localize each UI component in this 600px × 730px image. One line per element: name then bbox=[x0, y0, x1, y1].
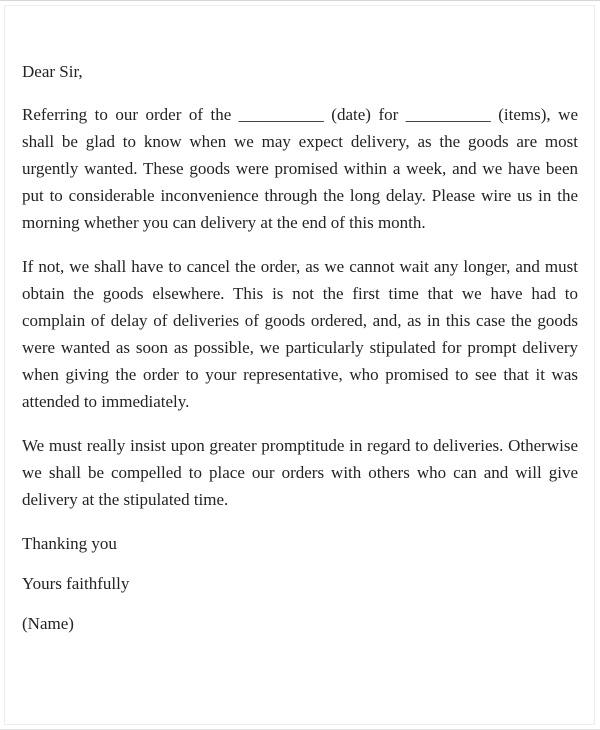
closing-name-placeholder: (Name) bbox=[22, 614, 74, 633]
closing-thanking: Thanking you bbox=[22, 534, 117, 553]
salutation: Dear Sir, bbox=[22, 62, 83, 81]
letter-body bbox=[22, 58, 578, 650]
paragraph-promptitude-demand: We must really insist upon greater promptitude in regard to deliveries. Otherwise we shall be compelled to place our orders with others who can and will give delivery at the stipulated time. bbox=[22, 436, 578, 509]
paragraph-delivery-inquiry: Referring to our order of the __________ (date) for __________ (items), we shall be glad to know when we may expect delivery, as the goods are most urgently wanted. These goods were promised within a week, and we have been put to considerable inconvenience through the long delay. Please wire us in the morning whether you can delivery at the end of this month. bbox=[22, 105, 578, 232]
closing-valediction: Yours faithfully bbox=[22, 574, 130, 593]
paragraph-cancel-warning: If not, we shall have to cancel the order, as we cannot wait any longer, and must obtain the goods elsewhere. This is not the first time that we have had to complain of delay of deliveries of goods ordered, and, as in this case the goods were wanted as soon as possible, we particularly stipulated for prompt delivery when giving the order to your representative, who promised to see that it was attended to immediately. bbox=[22, 257, 578, 411]
